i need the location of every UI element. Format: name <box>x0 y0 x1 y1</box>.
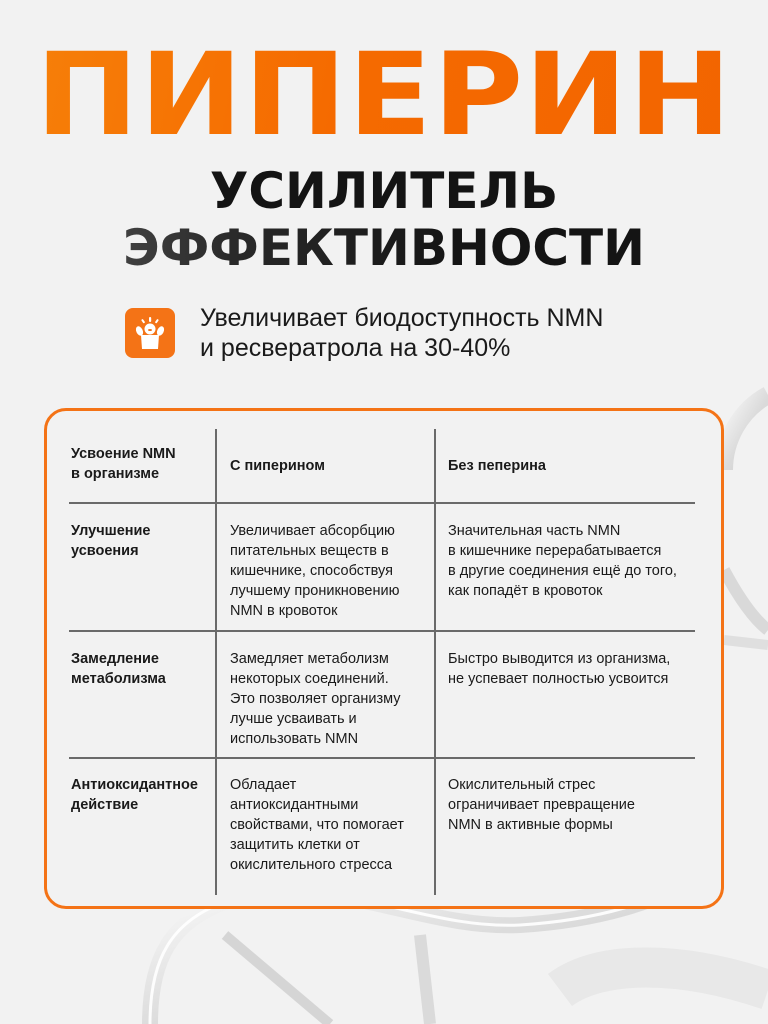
header-cell-criterion <box>71 444 211 484</box>
row-divider <box>69 630 695 632</box>
cell-text: некоторых соединений. <box>230 671 389 687</box>
cell-text: в другие соединения ещё до того, <box>448 563 677 579</box>
header-text: Без пеперина <box>448 458 546 474</box>
header-cell-without-piperine <box>448 456 708 476</box>
cell-text: окислительного стресса <box>230 857 393 873</box>
happy-person-icon <box>125 308 175 358</box>
cell-text: лучше усваивать и <box>230 711 357 727</box>
cell-text: NMN в активные формы <box>448 817 613 833</box>
row-divider <box>69 757 695 759</box>
cell-text: использовать NMN <box>230 731 359 747</box>
row-label-text: усвоения <box>71 543 139 559</box>
cell-with-piperine <box>230 649 435 749</box>
row-label-metabolism <box>71 649 211 689</box>
row-label-text: действие <box>71 797 139 813</box>
subtitle-line-2: ЭФФЕКТИВНОСТИ <box>0 221 768 275</box>
comparison-table <box>44 408 724 909</box>
cell-text: Увеличивает абсорбцию <box>230 523 395 539</box>
feature-highlight <box>125 303 603 363</box>
cell-text: Окислительный стрес <box>448 777 596 793</box>
cell-text: Замедляет метаболизм <box>230 651 389 667</box>
subtitle-line-1: УСИЛИТЕЛЬ <box>209 162 559 220</box>
row-label-text: метаболизма <box>71 671 166 687</box>
header-text: С пиперином <box>230 458 325 474</box>
cell-text: не успевает полностью усвоится <box>448 671 669 687</box>
cell-text: Обладает <box>230 777 297 793</box>
cell-text: NMN в кровоток <box>230 603 338 619</box>
cell-text: Быстро выводится из организма, <box>448 651 671 667</box>
cell-text: Это позволяет организму <box>230 691 401 707</box>
cell-text: как попадёт в кровоток <box>448 583 603 599</box>
feature-text <box>200 303 603 363</box>
feature-line-2: и ресвератрола на 30-40% <box>200 334 511 362</box>
row-divider <box>69 502 695 504</box>
cell-text: антиоксидантными <box>230 797 359 813</box>
cell-without-piperine <box>448 775 723 835</box>
cell-text: питательных веществ в <box>230 543 389 559</box>
cell-text: Значительная часть NMN <box>448 523 621 539</box>
header-cell-with-piperine <box>230 456 430 476</box>
feature-line-1: Увеличивает биодоступность NMN <box>200 304 604 332</box>
cell-without-piperine <box>448 521 723 601</box>
row-label-text: Замедление <box>71 651 159 667</box>
header-text: в организме <box>71 466 160 482</box>
cell-text: кишечнике, способствуя <box>230 563 393 579</box>
cell-text: свойствами, что помогает <box>230 817 404 833</box>
cell-text: ограничивает превращение <box>448 797 635 813</box>
cell-without-piperine <box>448 649 723 689</box>
cell-text: лучшему проникновению <box>230 583 400 599</box>
header-text: Усвоение NMN <box>71 446 176 462</box>
row-label-absorption <box>71 521 211 561</box>
cell-with-piperine <box>230 775 435 875</box>
row-label-text: Антиоксидантное <box>71 777 198 793</box>
cell-with-piperine <box>230 521 435 621</box>
row-label-antioxidant <box>71 775 216 815</box>
cell-text: защитить клетки от <box>230 837 360 853</box>
cell-text: в кишечнике перерабатывается <box>448 543 662 559</box>
page-title: ПИПЕРИН <box>0 40 768 150</box>
column-divider <box>215 429 217 895</box>
row-label-text: Улучшение <box>71 523 151 539</box>
